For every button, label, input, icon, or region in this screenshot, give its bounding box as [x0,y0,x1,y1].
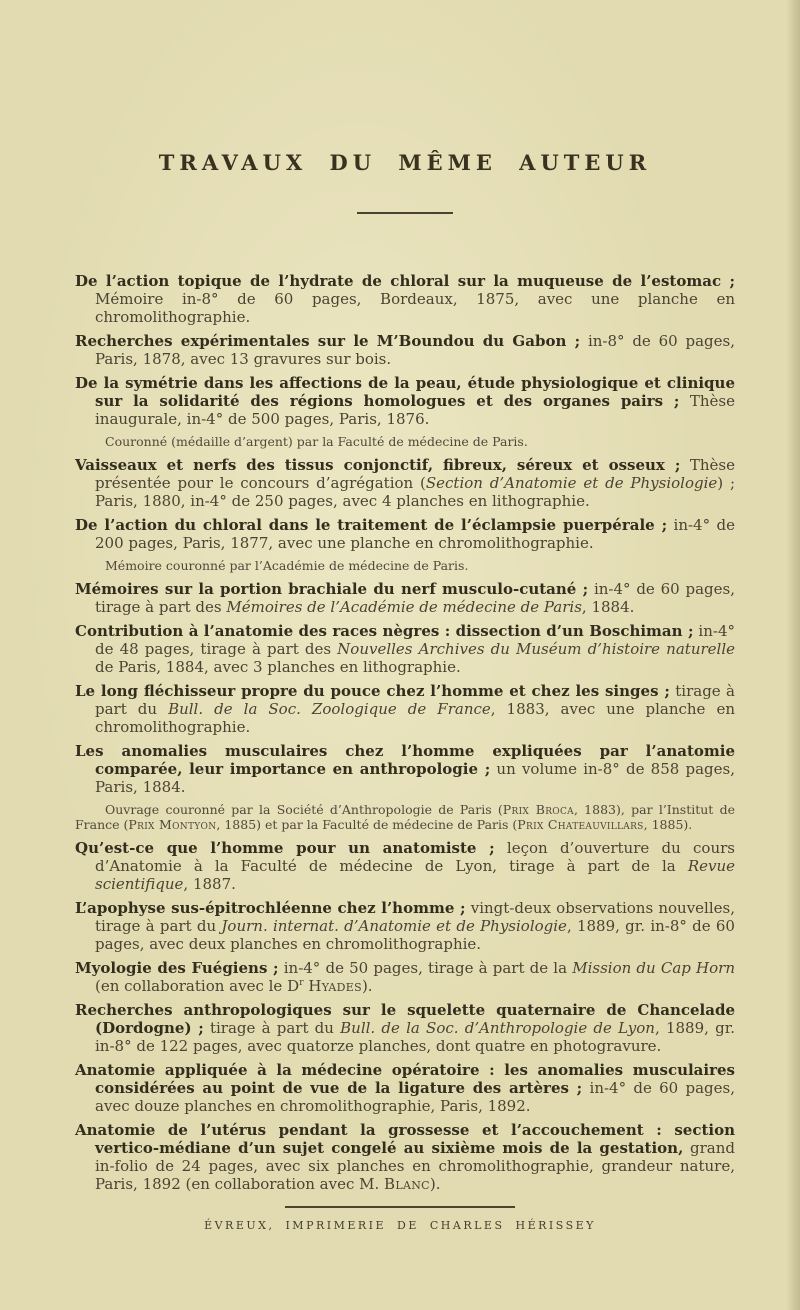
entry-text-segment: Mémoire couronné par l’Académie de médecine de Paris. [105,558,469,573]
entry-text-segment: , 1885) et par la Faculté de médecine de Paris ( [216,817,518,832]
entry-title: Anatomie appliquée à la médecine opératoire : les anomalies musculaires considérées au point de vue de la ligature des artères ; [75,1061,735,1097]
entry-text-segment: in-8° de 60 pages, Paris, 1878, avec 13 gravures sur bois. [95,332,735,368]
bibliography-entry [75,959,735,995]
entry-text-segment: ). [429,1175,441,1193]
entry-title: Qu’est-ce que l’homme pour un anatomiste ; [75,839,495,857]
entry-text-segment: vingt-deux observations nouvelles, tirage à part du [95,899,735,935]
entry-text-segment: , 1885). [643,817,693,832]
bibliography-list [75,272,735,1193]
entry-text-segment: Journ. internat. d’Anatomie et de Physiologie [221,917,567,935]
entry-text-segment: Section d’Anatomie et de Physiologie [425,474,718,492]
entry-text-segment: un volume in-8° de 858 pages, Paris, 1884. [95,760,735,796]
bibliography-entry [75,1001,735,1055]
bibliography-entry [75,332,735,368]
entry-text-segment: Bull. de la Soc. Zoologique de France [168,700,491,718]
entry-text-segment: r [299,977,304,988]
entry-text-segment: Prix Montyon [128,817,217,832]
entry-award-note [75,802,735,832]
entry-text-segment: in-4° de 60 pages, avec douze planches en chromolithographie, Paris, 1892. [95,1079,735,1115]
entry-text-segment: , 1889, gr. in-8° de 122 pages, avec quatorze planches, dont quatre en photogravure. [95,1019,736,1055]
entry-text-segment: Thèse inaugurale, in-4° de 500 pages, Paris, 1876. [95,392,736,428]
entry-text-segment: Nouvelles Archives du Muséum d’histoire naturelle [337,640,735,658]
entry-text-segment: , 1883, avec une planche en chromolithographie. [95,700,735,736]
entry-title: De la symétrie dans les affections de la peau, étude physiologique et clinique sur la solidarité des régions homologues et des organes pairs ; [75,374,735,410]
entry-text-segment: tirage à part du [95,682,735,718]
printer-footer [0,1206,800,1232]
bibliography-entry [75,516,735,552]
bibliography-entry [75,1061,735,1115]
entry-award-note [75,558,735,573]
bibliography-entry [75,580,735,616]
entry-text-segment: , 1887. [183,875,236,893]
entry-title: Recherches expérimentales sur le M’Boundou du Gabon ; [75,332,581,350]
entry-text-segment: in-4° de 48 pages, tirage à part des [95,622,735,658]
title-divider [357,212,453,214]
entry-title: De l’action du chloral dans le traitement de l’éclampsie puerpérale ; [75,516,668,534]
entry-text-segment: Ouvrage couronné par la Société d’Anthropologie de Paris ( [105,802,503,817]
entry-text-segment: in-4° de 200 pages, Paris, 1877, avec une planche en chromolithographie. [95,516,735,552]
bibliography-entry [75,839,735,893]
entry-text-segment: leçon d’ouverture du cours d’Anatomie à la Faculté de médecine de Lyon, tirage à part de la [95,839,735,875]
bibliography-entry [75,682,735,736]
entry-title: L’apophyse sus-épitrochléenne chez l’homme ; [75,899,466,917]
entry-text-segment: Prix Chateauvillars [517,817,644,832]
entry-text-segment: Mémoires de l’Académie de médecine de Paris [226,598,582,616]
footer-divider [285,1206,515,1208]
entry-title: Le long fléchisseur propre du pouce chez l’homme et chez les singes ; [75,682,670,700]
bibliography-entry [75,374,735,428]
entry-text-segment: Revue scientifique [95,857,735,893]
entry-text-segment: ) ; Paris, 1880, in-4° de 250 pages, avec 4 planches en lithographie. [95,474,735,510]
entry-text-segment: Thèse présentée pour le concours d’agrégation ( [95,456,735,492]
entry-text-segment: , 1889, gr. in-8° de 60 pages, avec deux planches en chromolithographie. [95,917,735,953]
entry-text-segment: , 1884. [581,598,635,616]
entry-title: Recherches anthropologiques sur le squelette quaternaire de Chancelade (Dordogne) ; [75,1001,735,1037]
entry-text-segment: (en collaboration avec le D [95,977,300,995]
entry-text-segment: tirage à part du [203,1019,341,1037]
bibliography-entry [75,1121,735,1193]
entry-text-segment: de Paris, 1884, avec 3 planches en lithographie. [95,658,461,676]
entry-text-segment: Bull. de la Soc. d’Anthropologie de Lyon [340,1019,655,1037]
bibliography-entry [75,272,735,326]
entry-text-segment: grand in-folio de 24 pages, avec six planches en chromolithographie, grandeur nature, Paris, 1892 (en collaboration avec M. [95,1139,735,1193]
entry-text-segment: Couronné (médaille d’argent) par la Faculté de médecine de Paris. [105,434,528,449]
printer-imprint: ÉVREUX, IMPRIMERIE DE CHARLES HÉRISSEY [204,1219,596,1232]
entry-award-note [75,434,735,449]
entry-title: Contribution à l’anatomie des races nègres : dissection d’un Boschiman ; [75,622,694,640]
entry-text-segment: Blanc [384,1175,430,1193]
entry-text-segment: Hyades [308,977,362,995]
entry-title: Les anomalies musculaires chez l’homme expliquées par l’anatomie comparée, leur importance en anthropologie ; [75,742,735,778]
entry-text-segment: Mission du Cap Horn [572,959,735,977]
entry-title: Myologie des Fuégiens ; [75,959,279,977]
entry-title: De l’action topique de l’hydrate de chloral sur la muqueuse de l’estomac ; [75,272,735,290]
bibliography-entry [75,899,735,953]
entry-text-segment: Prix Broca [502,802,574,817]
entry-text-segment: Mémoire in-8° de 60 pages, Bordeaux, 1875, avec une planche en chromolithographie. [95,290,735,326]
entry-title: Vaisseaux et nerfs des tissus conjonctif, fibreux, séreux et osseux ; [75,456,681,474]
entry-text-segment: in-4° de 60 pages, tirage à part des [95,580,735,616]
entry-text-segment: , 1883), par l’Institut de France ( [75,802,735,832]
bibliography-entry [75,622,735,676]
bibliography-entry [75,456,735,510]
entry-title: Mémoires sur la portion brachiale du nerf musculo-cutané ; [75,580,589,598]
entry-title: Anatomie de l’utérus pendant la grossesse et l’accouchement : section vertico-médiane d’un sujet congelé au sixième mois de la gestation, [75,1121,735,1157]
page-title: TRAVAUX DU MÊME AUTEUR [158,150,652,175]
bibliography-entry [75,742,735,796]
entry-text-segment: in-4° de 50 pages, tirage à part de la [278,959,573,977]
entry-text-segment: ). [361,977,373,995]
